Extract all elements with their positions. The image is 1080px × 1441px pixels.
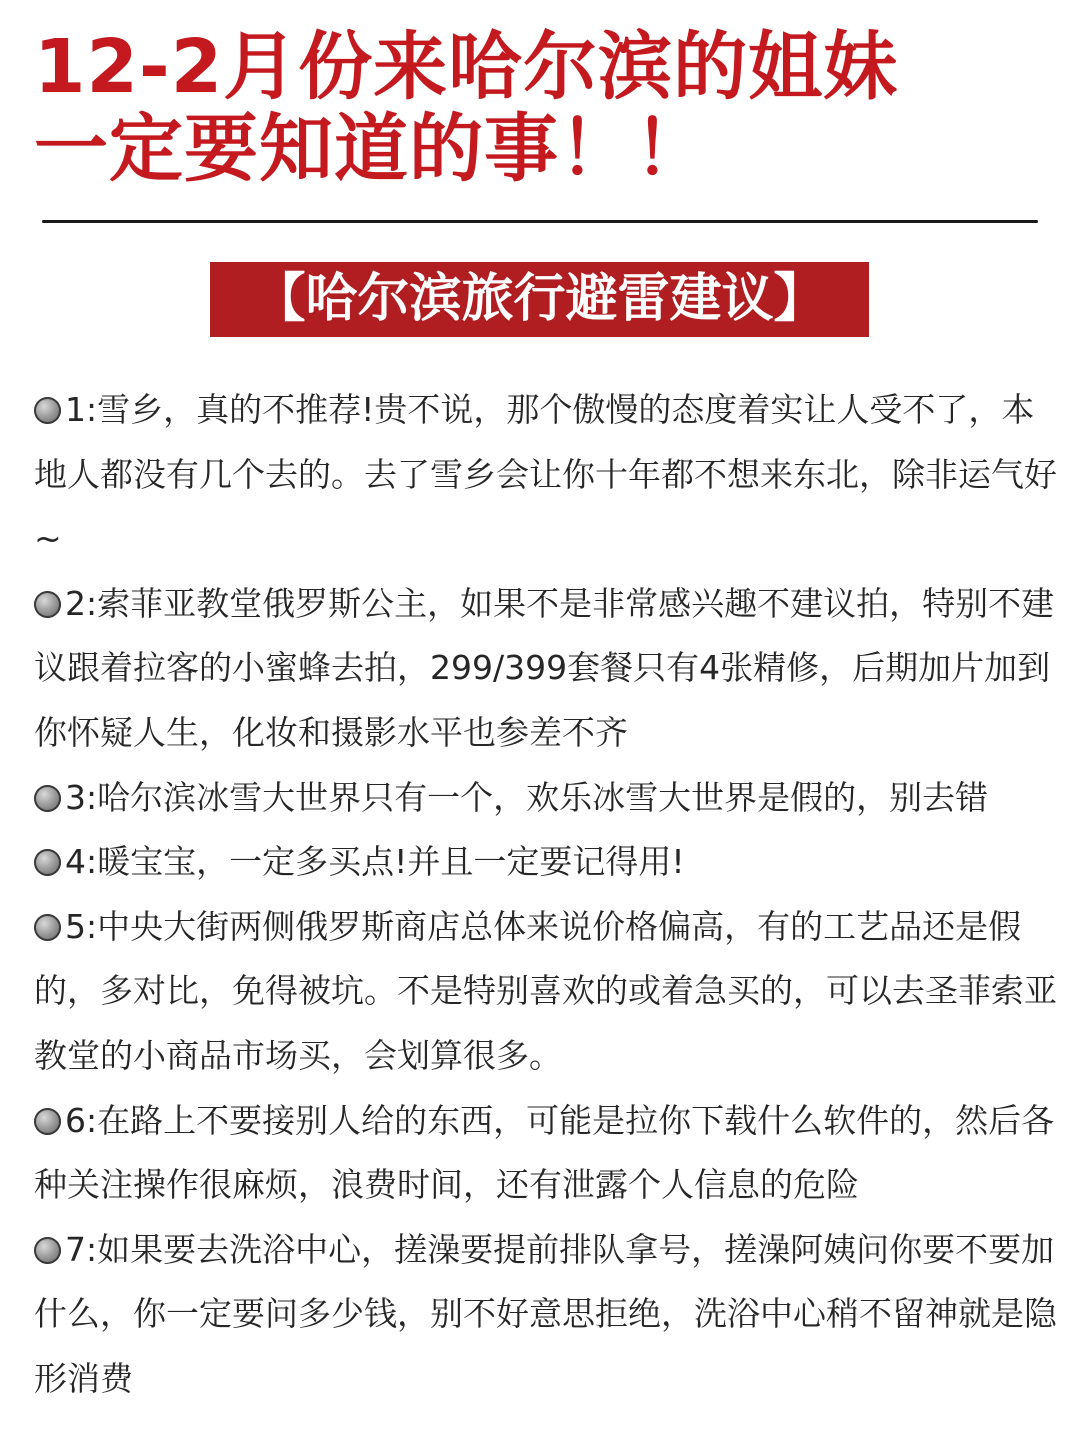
- title-divider: [42, 220, 1038, 223]
- gray-circle-bullet-icon: [34, 785, 61, 812]
- gray-circle-bullet-icon: [34, 397, 61, 424]
- section-banner: 【哈尔滨旅行避雷建议】: [210, 262, 869, 337]
- tip-item-7: [34, 1218, 1064, 1412]
- gray-circle-bullet-icon: [34, 1108, 61, 1135]
- tips-list: [34, 378, 1064, 1412]
- tip-text: 2:索菲亚教堂俄罗斯公主，如果不是非常感兴趣不建议拍，特别不建议跟着拉客的小蜜蜂去拍，299/399套餐只有4张精修，后期加片加到你怀疑人生，化妆和摄影水平也参差不齐: [34, 583, 1055, 752]
- gray-circle-bullet-icon: [34, 914, 61, 941]
- tip-text: 5:中央大街两侧俄罗斯商店总体来说价格偏高，有的工艺品还是假的，多对比，免得被坑。不是特别喜欢的或着急买的，可以去圣菲索亚教堂的小商品市场买，会划算很多。: [34, 906, 1057, 1075]
- tip-text: 4:暖宝宝，一定多买点!并且一定要记得用!: [65, 842, 685, 882]
- tip-item-3: [34, 766, 1064, 831]
- tip-text: 6:在路上不要接别人给的东西，可能是拉你下载什么软件的，然后各种关注操作很麻烦，浪费时间，还有泄露个人信息的危险: [34, 1100, 1055, 1205]
- gray-circle-bullet-icon: [34, 591, 61, 618]
- tip-item-1: [34, 378, 1064, 572]
- tip-item-5: [34, 895, 1064, 1089]
- title-line-1: 12-2月份来哈尔滨的姐妹: [34, 24, 899, 110]
- gray-circle-bullet-icon: [34, 849, 61, 876]
- tip-item-2: [34, 572, 1064, 766]
- tip-text: 1:雪乡，真的不推荐!贵不说，那个傲慢的态度着实让人受不了，本地人都没有几个去的。去了雪乡会让你十年都不想来东北，除非运气好~: [34, 390, 1057, 559]
- gray-circle-bullet-icon: [34, 1237, 61, 1264]
- tip-text: 7:如果要去洗浴中心，搓澡要提前排队拿号，搓澡阿姨问你要不要加什么，你一定要问多少钱，别不好意思拒绝，洗浴中心稍不留神就是隐形消费: [34, 1229, 1057, 1398]
- tip-text: 3:哈尔滨冰雪大世界只有一个，欢乐冰雪大世界是假的，别去错: [65, 777, 989, 817]
- tip-item-6: [34, 1089, 1064, 1218]
- title-line-2: 一定要知道的事！！: [34, 106, 709, 192]
- page-title: [34, 26, 1054, 190]
- tip-item-4: [34, 830, 1064, 895]
